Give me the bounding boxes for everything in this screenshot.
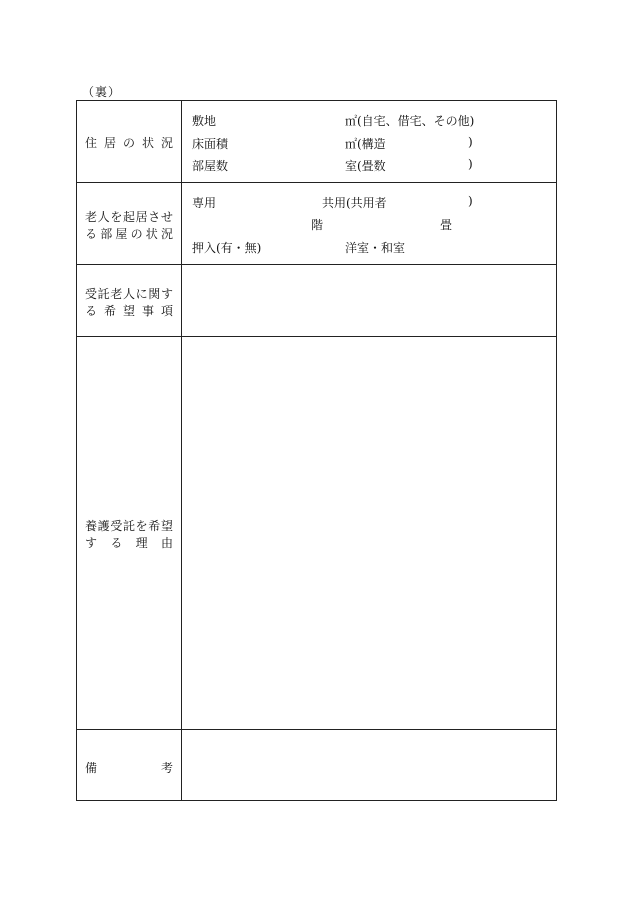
label-char: 居: [103, 136, 116, 150]
room-row: [77, 183, 556, 265]
placement-form-table: [76, 100, 557, 801]
label-char: 理: [135, 536, 148, 550]
label-char: を: [135, 519, 148, 533]
label-char: 住: [85, 136, 98, 150]
label-char: 部: [100, 227, 113, 241]
label-char: 望: [160, 519, 173, 533]
housing-label-cell: [77, 101, 182, 182]
label-char: る: [110, 536, 123, 550]
remarks-input-area[interactable]: [182, 730, 556, 800]
label-char: 状: [141, 136, 154, 150]
label-char: 備: [85, 761, 98, 775]
reason-label-line2: [85, 534, 173, 551]
rooms-unit: 室(畳数: [345, 159, 386, 173]
label-char: 託: [97, 287, 110, 301]
label-char: 希: [148, 519, 161, 533]
floor-area-label: 床面積: [192, 137, 229, 151]
label-char: の: [130, 227, 143, 241]
structure-close-paren: ): [468, 135, 473, 149]
label-char: 起: [122, 210, 135, 224]
room-label-line1: [85, 208, 173, 225]
label-char: 老: [110, 287, 123, 301]
shared-room-option[interactable]: 共用(共用者: [322, 196, 387, 210]
floor-area-field[interactable]: [242, 135, 342, 149]
wishes-label-line1: [85, 285, 173, 302]
label-char: 希: [103, 304, 116, 318]
label-char: 考: [160, 761, 173, 775]
structure-field[interactable]: [400, 135, 460, 149]
reason-label-line1: [85, 517, 173, 534]
tatami-size-field[interactable]: [362, 216, 437, 230]
label-char: す: [160, 287, 173, 301]
label-char: 況: [160, 136, 173, 150]
label-char: 望: [122, 304, 135, 318]
label-char: 状: [145, 227, 158, 241]
label-char: る: [85, 304, 98, 318]
room-label-line2: [85, 225, 173, 242]
site-label: 敷地: [192, 114, 217, 128]
wishes-input-area[interactable]: [182, 265, 556, 336]
site-area-field[interactable]: [242, 112, 342, 126]
tatami-count-field[interactable]: [400, 157, 460, 171]
label-char: 居: [135, 210, 148, 224]
label-char: せ: [160, 210, 173, 224]
label-char: 護: [97, 519, 110, 533]
rooms-label: 部屋数: [192, 159, 229, 173]
page-side-label: （裏）: [82, 85, 122, 99]
label-char: の: [122, 136, 135, 150]
label-char: 老: [85, 210, 98, 224]
room-type-option[interactable]: 洋室・和室: [345, 241, 406, 255]
shared-with-field[interactable]: [392, 194, 462, 208]
room-label-cell: [77, 183, 182, 264]
site-unit-options: ㎡(自宅、借宅、その他): [345, 114, 475, 128]
rooms-close-paren: ): [468, 157, 473, 171]
label-char: 人: [122, 287, 135, 301]
label-char: 受: [110, 519, 123, 533]
label-char: 況: [160, 227, 173, 241]
label-char: す: [85, 536, 98, 550]
label-char: を: [110, 210, 123, 224]
label-char: 人: [97, 210, 110, 224]
label-char: る: [85, 227, 98, 241]
remarks-label: [85, 759, 173, 776]
housing-row: [77, 101, 556, 183]
label-char: さ: [148, 210, 161, 224]
tatami-unit: 畳: [440, 218, 453, 232]
floor-unit: 階: [311, 218, 324, 232]
label-char: 事: [141, 304, 154, 318]
label-char: 受: [85, 287, 98, 301]
label-char: 屋: [115, 227, 128, 241]
reason-row: [77, 337, 556, 730]
wishes-label-line2: [85, 302, 173, 319]
reason-input-area[interactable]: [182, 337, 556, 729]
floor-area-unit: ㎡(構造: [345, 137, 386, 151]
floor-number-field[interactable]: [252, 216, 307, 230]
rooms-count-field[interactable]: [242, 157, 342, 171]
private-room-option[interactable]: 専用: [192, 196, 217, 210]
label-char: 養: [85, 519, 98, 533]
remarks-row: [77, 730, 556, 800]
wishes-row: [77, 265, 556, 337]
label-char: に: [135, 287, 148, 301]
wishes-label-cell: [77, 265, 182, 336]
shared-close-paren: ): [468, 194, 473, 208]
reason-label-cell: [77, 337, 182, 729]
remarks-label-cell: [77, 730, 182, 800]
housing-label: [85, 134, 173, 151]
closet-option[interactable]: 押入(有・無): [192, 241, 262, 255]
label-char: 託: [122, 519, 135, 533]
room-content-cell: [182, 183, 556, 264]
label-char: 由: [160, 536, 173, 550]
housing-content-cell: [182, 101, 556, 182]
label-char: 関: [148, 287, 161, 301]
label-char: 項: [160, 304, 173, 318]
